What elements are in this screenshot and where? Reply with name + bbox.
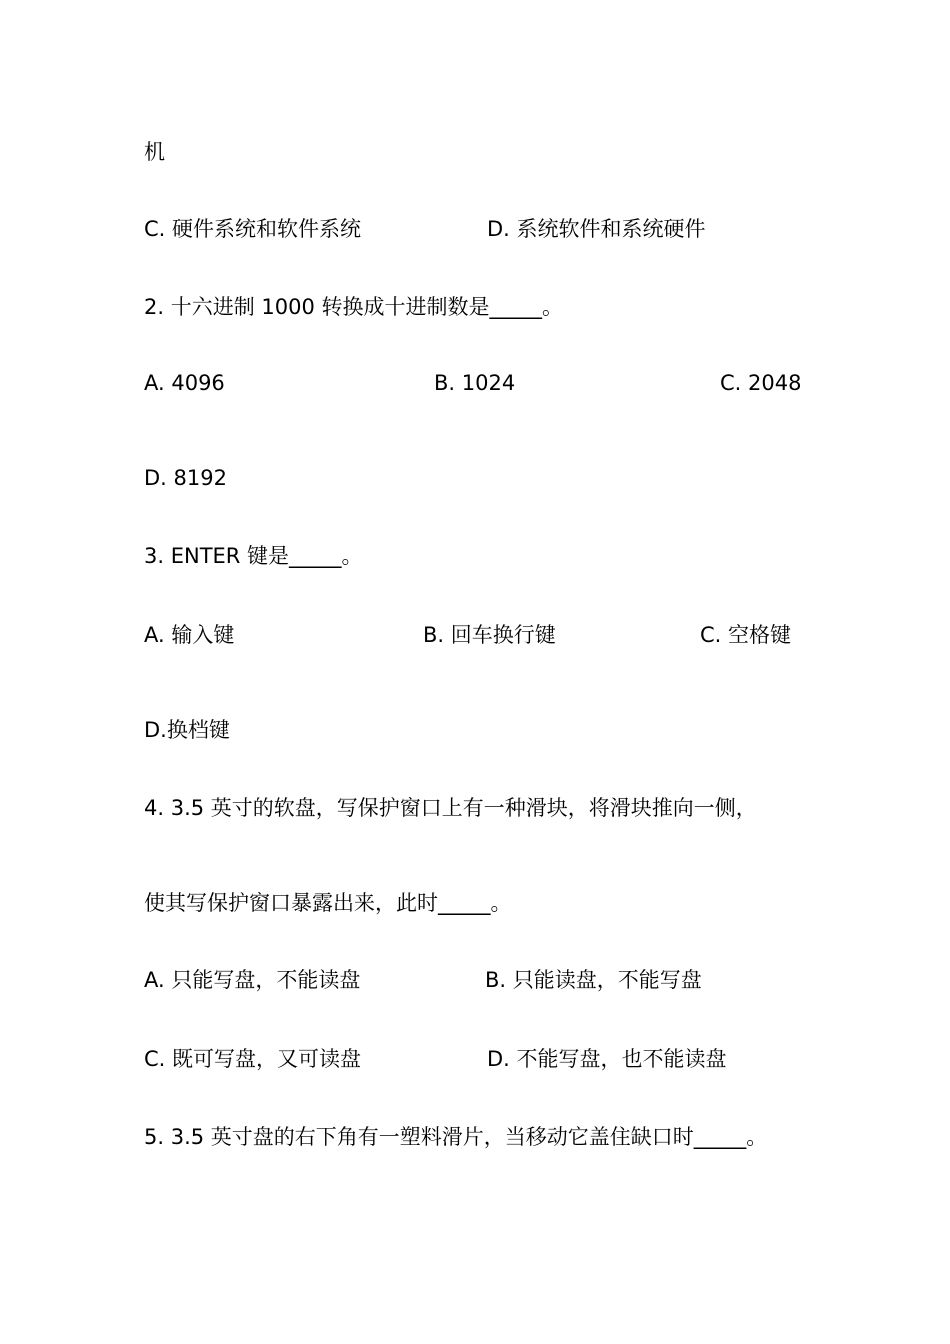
option-a: A. 输入键 [144, 623, 235, 647]
question-4: 4. 3.5 英寸的软盘，写保护窗口上有一种滑块，将滑块推向一侧， [144, 796, 757, 820]
question-2: 2. 十六进制 1000 转换成十进制数是_____。 [144, 295, 564, 319]
option-c: C. 既可写盘，又可读盘 [144, 1047, 362, 1071]
option-d: D. 不能写盘，也不能读盘 [487, 1047, 727, 1071]
option-d: D. 8192 [144, 466, 227, 490]
question-4-continued: 使其写保护窗口暴露出来，此时_____。 [144, 891, 512, 915]
option-d: D.换档键 [144, 718, 230, 742]
option-d: D. 系统软件和系统硬件 [487, 217, 706, 241]
option-a: A. 只能写盘，不能读盘 [144, 968, 361, 992]
option-b: B. 只能读盘，不能写盘 [485, 968, 702, 992]
text-line: 机 [144, 140, 165, 164]
option-c: C. 硬件系统和软件系统 [144, 217, 362, 241]
option-c: C. 空格键 [700, 623, 792, 647]
option-b: B. 回车换行键 [423, 623, 556, 647]
option-a: A. 4096 [144, 371, 225, 395]
option-b: B. 1024 [434, 371, 516, 395]
option-c: C. 2048 [720, 371, 802, 395]
question-5: 5. 3.5 英寸盘的右下角有一塑料滑片，当移动它盖住缺口时_____。 [144, 1125, 768, 1149]
question-3: 3. ENTER 键是_____。 [144, 544, 363, 568]
